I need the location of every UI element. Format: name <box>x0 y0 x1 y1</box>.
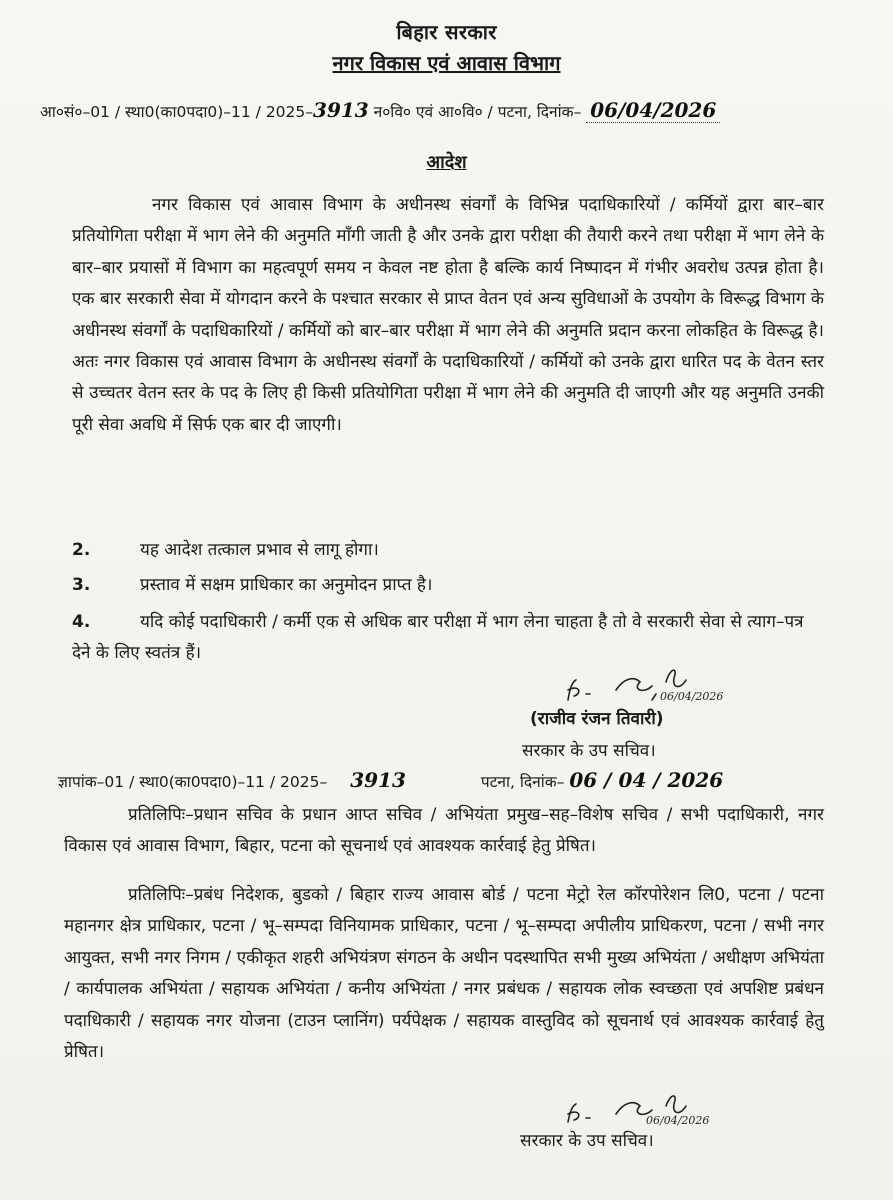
memo-date: 06 / 04 / 2026 <box>569 768 724 792</box>
reference-date-year: 2026 <box>660 98 717 122</box>
reference-line <box>40 98 890 123</box>
memo-date-month: 04 <box>618 768 647 792</box>
reference-suffix: न०वि० एवं आ०वि० / पटना, दिनांक– <box>373 103 582 121</box>
signature-1 <box>560 660 790 708</box>
memo-prefix: ज्ञापांक–01 / स्था0(का0पदा0)–11 / 2025– <box>58 773 328 791</box>
order-title: आदेश <box>426 152 467 173</box>
copy-to-1: प्रतिलिपिः–प्रधान सचिव के प्रधान आप्त सचिव / अभियंता प्रमुख–सह–विशेष सचिव / सभी पदाधिकारी, नगर विकास एवं आवास विभाग, बिहार, पटना को सूचनार्थ एवं आवश्यक कार्रवाई हेतु प्रेषित। <box>64 805 824 857</box>
point-3-text: प्रस्ताव में सक्षम प्राधिकार का अनुमोदन प्राप्त है। <box>140 575 433 595</box>
reference-date-month: 04 <box>625 98 654 122</box>
government-name: बिहार सरकार <box>396 20 497 44</box>
point-4-number: 4. <box>72 612 91 632</box>
memo-date-year: 2026 <box>667 768 724 792</box>
point-2-number: 2. <box>72 540 91 560</box>
memo-number: 3913 <box>350 768 406 792</box>
letterhead <box>0 18 893 76</box>
signatory-name: (राजीव रंजन तिवारी) <box>530 709 664 729</box>
memo-date-day: 06 <box>569 768 598 792</box>
order-paragraph-1: नगर विकास एवं आवास विभाग के अधीनस्थ संवर्गों के विभिन्न पदाधिकारियों / कर्मियों द्वारा बार–बार प्रतियोगिता परीक्षा में भाग लेने की अनुमति माँगी जाती है और उनके द्वारा परीक्षा की तैयारी करने तथा परीक्षा में भाग लेने के बार–बार प्रयासों में विभाग का महत्वपूर्ण समय न केवल नष्ट होता है बल्कि कार्य निष्पादन में गंभीर अवरोध उत्पन्न होता है। एक बार सरकारी सेवा में योगदान करने के पश्चात सरकार से प्राप्त वेतन एवं अन्य सुविधाओं के उपयोग के विरूद्ध विभाग के अधीनस्थ संवर्गों के पदाधिकारियों / कर्मियों को बार–बार परीक्षा में भाग लेने की अनुमति प्रदान करना लोकहित के विरूद्ध है। अतः नगर विकास एवं आवास विभाग के अधीनस्थ संवर्गों के पदाधिकारियों / कर्मियों को उनके द्वारा धारित पद के वेतन स्तर से उच्चतर वेतन स्तर के पद के लिए ही किसी प्रतियोगिता परीक्षा में भाग लेने की अनुमति दी जाएगी और यह अनुमति उनकी पूरी सेवा अवधि में सिर्फ एक बार दी जाएगी। <box>72 195 824 435</box>
reference-date: 06/04/2026 <box>586 98 720 123</box>
signatory-designation: सरकार के उप सचिव। <box>522 741 656 761</box>
point-2 <box>72 535 824 566</box>
copy-to-2: प्रतिलिपिः–प्रबंध निदेशक, बुडको / बिहार राज्य आवास बोर्ड / पटना मेट्रो रेल कॉरपोरेशन लि0, पटना / पटना महानगर क्षेत्र प्राधिकार, पटना / भू–सम्पदा विनियामक प्राधिकार, पटना / भू–सम्पदा अपीलीय प्राधिकरण, पटना / सभी नगर आयुक्त, सभी नगर निगम / एकीकृत शहरी अभियंत्रण संगठन के अधीन पदस्थापित सभी मुख्य अभियंता / अधीक्षण अभियंता / कार्यपालक अभियंता / सहायक अभियंता / कनीय अभियंता / नगर प्रबंधक / सहायक लोक स्वच्छता एवं अपशिष्ट प्रबंधन पदाधिकारी / सहायक नगर योजना (टाउन प्लानिंग) पर्यपेक्षक / सहायक वास्तुविद को सूचनार्थ एवं आवश्यक कार्रवाई हेतु प्रेषित। <box>64 885 824 1063</box>
department-name: नगर विकास एवं आवास विभाग <box>332 51 561 75</box>
point-2-text: यह आदेश तत्काल प्रभाव से लागू होगा। <box>140 540 379 560</box>
reference-date-day: 06 <box>590 98 619 122</box>
signature-2 <box>560 1092 790 1130</box>
reference-number: 3913 <box>313 98 369 122</box>
signatory-designation-2: सरकार के उप सचिव। <box>520 1131 654 1151</box>
point-3 <box>72 570 824 601</box>
signature-1-date: 06/04/2026 <box>660 690 724 703</box>
signature-2-date: 06/04/2026 <box>646 1114 710 1127</box>
memo-line <box>58 768 878 792</box>
reference-prefix: आ०सं०–01 / स्था0(का0पदा0)–11 / 2025– <box>40 103 314 121</box>
point-4-text: यदि कोई पदाधिकारी / कर्मी एक से अधिक बार परीक्षा में भाग लेना चाहता है तो वे सरकारी सेवा से त्याग–पत्र देने के लिए स्वतंत्र हैं। <box>72 612 804 663</box>
memo-place: पटना, दिनांक– <box>480 773 565 791</box>
point-3-number: 3. <box>72 575 91 595</box>
